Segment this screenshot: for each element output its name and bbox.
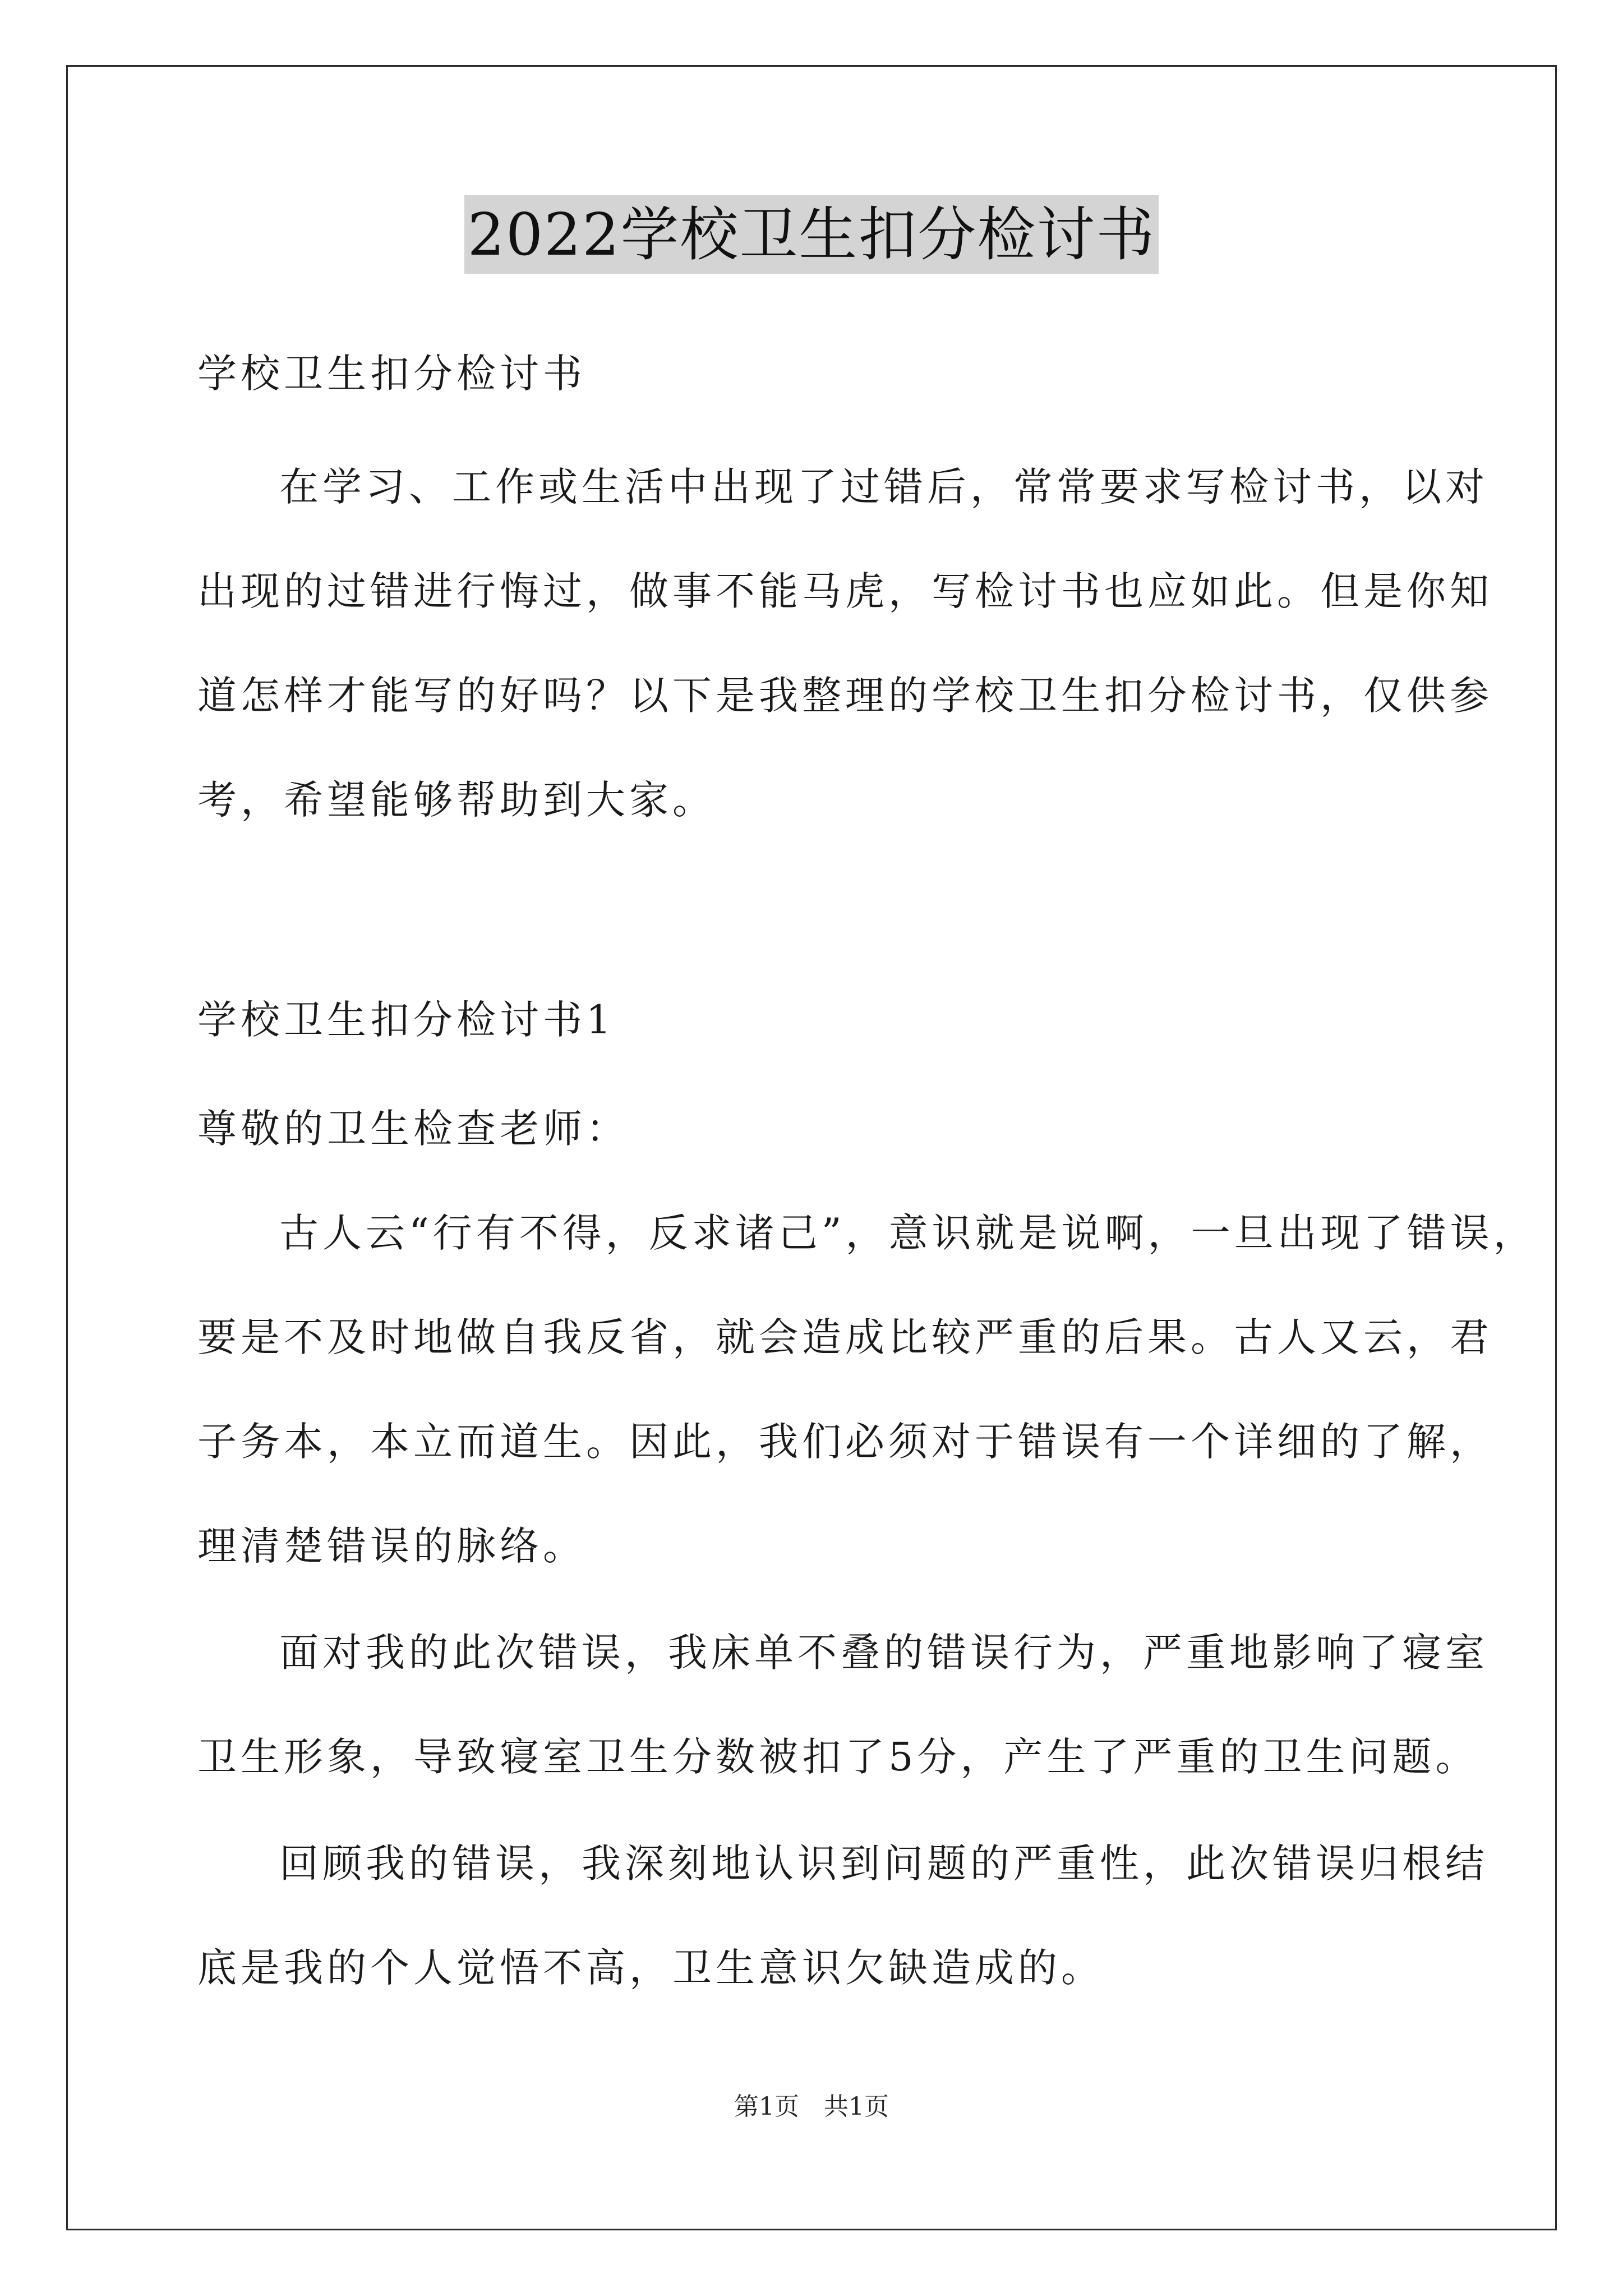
paragraph-line: 古人云“行有不得，反求诸己”，意识就是说啊，一旦出现了错误， [279,1210,1537,1256]
intro-line: 出现的过错进行悔过，做事不能马虎，写检讨书也应如此。但是你知 [197,568,1493,614]
paragraph-line: 回顾我的错误，我深刻地认识到问题的严重性，此次错误归根结 [279,1841,1488,1887]
paragraph-line: 理清楚错误的脉络。 [197,1523,586,1569]
intro-line: 考，希望能够帮助到大家。 [197,777,716,823]
paragraph-line: 底是我的个人觉悟不高，卫生意识欠缺造成的。 [197,1945,1104,1991]
document-title: 2022学校卫生扣分检讨书 [464,195,1159,274]
intro-line: 在学习、工作或生活中出现了过错后，常常要求写检讨书，以对 [279,464,1488,510]
paragraph-line: 要是不及时地做自我反省，就会造成比较严重的后果。古人又云，君 [197,1314,1493,1360]
paragraph-line: 面对我的此次错误，我床单不叠的错误行为，严重地影响了寝室 [279,1630,1488,1676]
page-footer: 第1页 共1页 [734,2092,889,2121]
section-heading: 学校卫生扣分检讨书1 [197,997,615,1043]
salutation: 尊敬的卫生检查老师： [197,1106,629,1152]
title-container [0,195,1623,274]
paragraph-line: 子务本，本立而道生。因此，我们必须对于错误有一个详细的了解， [197,1419,1493,1465]
document-subtitle: 学校卫生扣分检讨书 [197,351,586,397]
paragraph-line: 卫生形象，导致寝室卫生分数被扣了5分，产生了严重的卫生问题。 [197,1734,1479,1780]
intro-line: 道怎样才能写的好吗？以下是我整理的学校卫生扣分检讨书，仅供参 [197,673,1493,719]
